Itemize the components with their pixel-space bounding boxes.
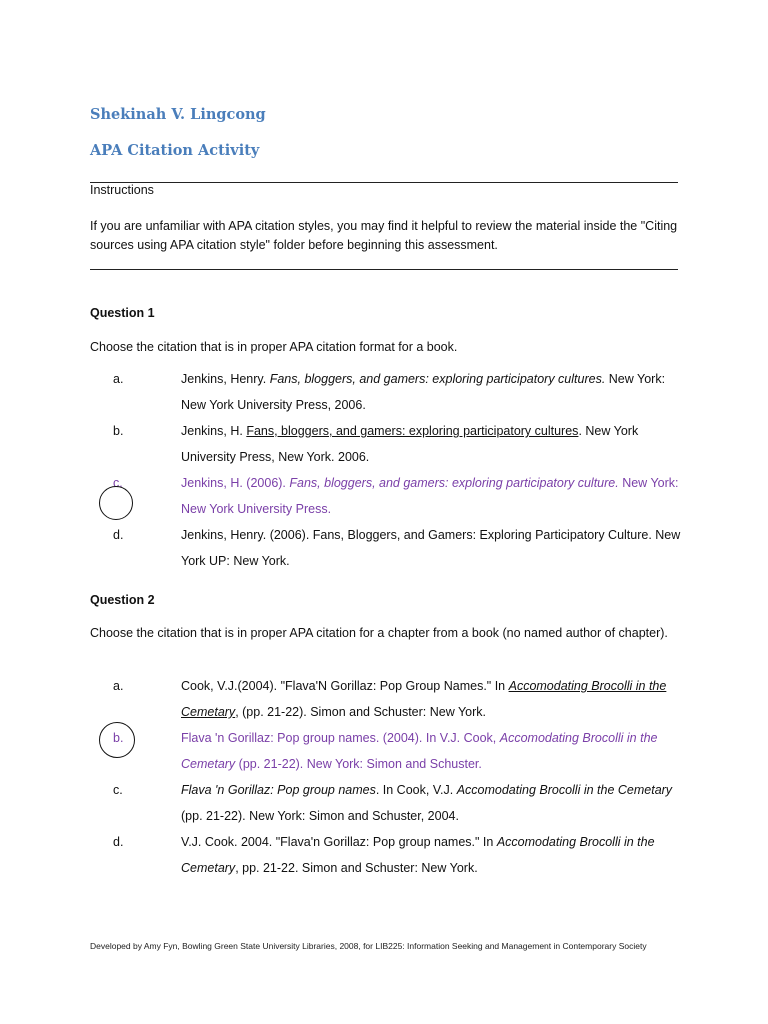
q2-option-d: V.J. Cook. 2004. "Flava'n Gorillaz: Pop group names." In Accomodating Brocolli in the Cemetary, pp. 21-22. Simon and Schuster: New York.: [181, 835, 655, 875]
divider-bottom: [90, 269, 678, 270]
q2-option-c: Flava 'n Gorillaz: Pop group names. In Cook, V.J. Accomodating Brocolli in the Cemetary (pp. 21-22). New York: Simon and Schuster, 2004.: [181, 783, 673, 823]
q2-option-a: Cook, V.J.(2004). "Flava'N Gorillaz: Pop Group Names." In Accomodating Brocolli in the Cemetary, (pp. 21-22). Simon and Schuster: New York.: [181, 679, 667, 719]
answer-circle-mark: [99, 486, 133, 520]
q1-option-d-letter: d.: [113, 528, 124, 542]
instructions-text: If you are unfamiliar with APA citation styles, you may find it helpful to review the material inside the "Citing sources using APA citation style" folder before beginning this assessment.: [90, 219, 678, 252]
instructions-label: Instructions: [90, 183, 154, 197]
q1-option-d: Jenkins, Henry. (2006). Fans, Bloggers, and Gamers: Exploring Participatory Culture. New York UP: New York.: [181, 528, 681, 568]
q1-option-b: Jenkins, H. Fans, bloggers, and gamers: exploring participatory cultures. New York University Press, New York. 2006.: [181, 424, 639, 464]
question-1-heading: Question 1: [90, 306, 155, 320]
q2-option-b-letter: b.: [113, 731, 124, 745]
q1-option-a-letter: a.: [113, 372, 124, 386]
q2-option-c-letter: c.: [113, 783, 123, 797]
q1-option-a: Jenkins, Henry. Fans, bloggers, and gamers: exploring participatory cultures. New York: New York University Press, 2006.: [181, 372, 666, 412]
divider-top: [90, 182, 678, 183]
q1-option-c-selected: Jenkins, H. (2006). Fans, bloggers, and gamers: exploring participatory culture. New York: New York University Press.: [181, 476, 679, 516]
document-title: APA Citation Activity: [90, 142, 260, 159]
q2-option-d-letter: d.: [113, 835, 124, 849]
q2-option-b-selected: Flava 'n Gorillaz: Pop group names. (2004). In V.J. Cook, Accomodating Brocolli in the Cemetary (pp. 21-22). New York: Simon and Schuster.: [181, 731, 658, 771]
q2-option-a-letter: a.: [113, 679, 124, 693]
footer-credit: Developed by Amy Fyn, Bowling Green State University Libraries, 2008, for LIB225: Information Seeking and Management in Contemporary Society: [90, 941, 647, 951]
question-1-prompt: Choose the citation that is in proper APA citation format for a book.: [90, 340, 458, 354]
question-2-prompt: Choose the citation that is in proper APA citation for a chapter from a book (no named author of chapter).: [90, 626, 668, 640]
author-name: Shekinah V. Lingcong: [90, 106, 266, 123]
q1-option-c-letter: c.: [113, 476, 123, 490]
question-2-heading: Question 2: [90, 593, 155, 607]
q1-option-b-letter: b.: [113, 424, 124, 438]
